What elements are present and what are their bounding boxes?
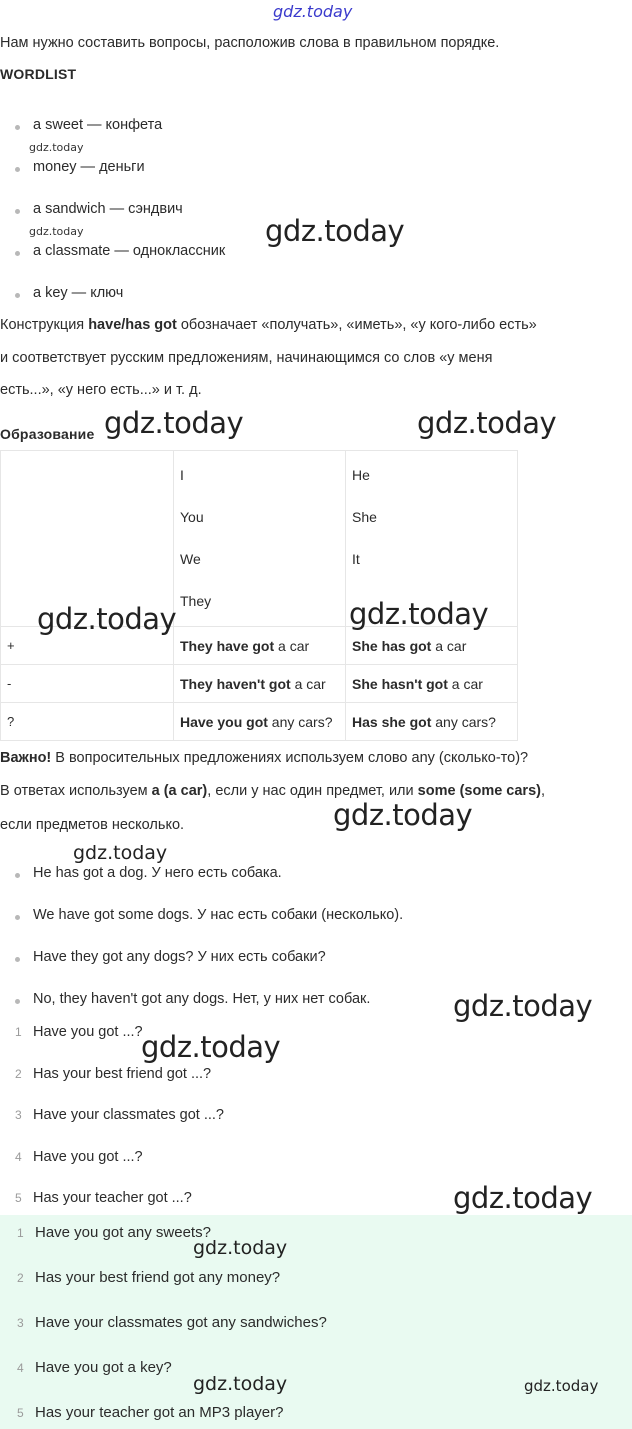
list-item: a classmate — одноклассник [33, 243, 226, 259]
task-item: Have you got ...? [33, 1149, 143, 1165]
task-item: Have you got ...? [33, 1024, 143, 1040]
important-text: В ответах используем [0, 783, 152, 799]
watermark-small: gdz.today [29, 225, 84, 238]
task-number: 5 [15, 1191, 22, 1205]
table-cell: - [1, 665, 174, 703]
table-text: any cars? [431, 713, 496, 730]
answer-item: Have your classmates got any sandwiches? [35, 1314, 327, 1331]
table-cell: ? [1, 703, 174, 741]
pronoun: She [352, 509, 377, 525]
table-row [1, 703, 518, 741]
table-text: a car [290, 675, 326, 692]
answer-number: 3 [17, 1316, 24, 1330]
table-bold: She hasn't got [352, 675, 448, 692]
watermark-large: gdz.today [104, 406, 244, 440]
list-item: He has got a dog. У него есть собака. [33, 865, 282, 881]
table-text: any cars? [267, 713, 333, 730]
list-item: a key — ключ [33, 285, 124, 301]
table-text: a car [274, 637, 310, 654]
task-number: 1 [15, 1025, 22, 1039]
important-line-3: если предметов несколько. [0, 817, 185, 833]
watermark-large: gdz.today [417, 406, 557, 440]
watermark-large: gdz.today [453, 989, 593, 1023]
table-cell [346, 665, 518, 703]
watermark-medium: gdz.today [193, 1237, 288, 1259]
list-item: Have they got any dogs? У них есть собаки? [33, 949, 326, 965]
bullet [15, 957, 20, 962]
watermark-large: gdz.today [453, 1181, 593, 1215]
watermark-small: gdz.today [29, 141, 84, 154]
construction-text: обозначает «получать», «иметь», «у кого-либо есть» [176, 317, 537, 333]
table-bold: They have got [180, 637, 275, 654]
table-cell [174, 703, 346, 741]
list-item: a sweet — конфета [33, 117, 163, 133]
watermark-large: gdz.today [37, 602, 177, 636]
watermark-large: gdz.today [333, 798, 473, 832]
pronoun: You [180, 509, 204, 525]
list-item: a sandwich — сэндвич [33, 201, 183, 217]
watermark-medium: gdz.today [193, 1373, 288, 1395]
construction-line-1 [0, 317, 537, 333]
bullet [15, 915, 20, 920]
watermark-large: gdz.today [141, 1030, 281, 1064]
table-cell [1, 451, 174, 627]
bullet [15, 167, 20, 172]
pronoun: He [352, 467, 370, 483]
bullet [15, 873, 20, 878]
answer-number: 1 [17, 1226, 24, 1240]
pronoun: We [180, 551, 201, 567]
construction-line-2: и соответствует русским предложениям, начинающимся со слов «у меня [0, 350, 493, 366]
answer-item: Has your best friend got any money? [35, 1269, 281, 1286]
important-text: , [540, 783, 545, 799]
bullet [15, 209, 20, 214]
answer-item: Have you got a key? [35, 1359, 172, 1376]
table-cell [174, 451, 346, 627]
watermark-medium: gdz.today [524, 1377, 599, 1395]
task-number: 3 [15, 1108, 22, 1122]
bullet [15, 251, 20, 256]
table-cell [174, 627, 346, 665]
watermark-large: gdz.today [349, 597, 489, 631]
answer-number: 5 [17, 1406, 24, 1420]
answer-item: Have you got any sweets? [35, 1224, 211, 1241]
watermark-top: gdz.today [273, 2, 353, 21]
table-row [1, 665, 518, 703]
list-item: We have got some dogs. У нас есть собаки (несколько). [33, 907, 404, 923]
table-bold: She has got [352, 637, 432, 654]
answers-panel [0, 1215, 632, 1429]
task-item: Has your teacher got ...? [33, 1190, 192, 1206]
task-item: Has your best friend got ...? [33, 1066, 212, 1082]
intro-text: Нам нужно составить вопросы, расположив слова в правильном порядке. [0, 35, 500, 51]
bullet [15, 125, 20, 130]
answer-number: 2 [17, 1271, 24, 1285]
answer-item: Has your teacher got an MP3 player? [35, 1404, 284, 1421]
table-text: a car [447, 675, 483, 692]
important-bold: some (some cars) [417, 783, 541, 799]
table-cell [346, 627, 518, 665]
task-item: Have your classmates got ...? [33, 1107, 224, 1123]
bullet [15, 999, 20, 1004]
pronoun: It [352, 551, 360, 567]
formation-heading: Образование [0, 426, 95, 442]
pronoun: I [180, 467, 184, 483]
construction-line-3: есть...», «у него есть...» и т. д. [0, 382, 202, 398]
table-cell [346, 703, 518, 741]
important-text: , если у нас один предмет, или [207, 783, 418, 799]
table-cell: + [1, 627, 174, 665]
task-number: 2 [15, 1067, 22, 1081]
construction-text: Конструкция [0, 317, 89, 333]
important-text: В вопросительных предложениях используем слово any (сколько-то)? [51, 750, 529, 766]
table-bold: Has she got [352, 713, 432, 730]
bullet [15, 293, 20, 298]
formation-table [0, 450, 518, 741]
list-item: money — деньги [33, 159, 145, 175]
important-line-1 [0, 750, 528, 766]
task-number: 4 [15, 1150, 22, 1164]
list-item: No, they haven't got any dogs. Нет, у них нет собак. [33, 991, 371, 1007]
watermark-medium: gdz.today [73, 842, 168, 864]
watermark-large: gdz.today [265, 214, 405, 248]
table-text: a car [431, 637, 467, 654]
table-cell [174, 665, 346, 703]
construction-bold: have/has got [88, 317, 177, 333]
wordlist-heading: WORDLIST [0, 66, 77, 82]
important-bold: a (a car) [151, 783, 208, 799]
answer-number: 4 [17, 1361, 24, 1375]
table-bold: They haven't got [180, 675, 291, 692]
pronoun: They [180, 593, 212, 609]
important-label: Важно! [0, 750, 52, 766]
table-bold: Have you got [180, 713, 268, 730]
important-line-2 [0, 783, 545, 799]
